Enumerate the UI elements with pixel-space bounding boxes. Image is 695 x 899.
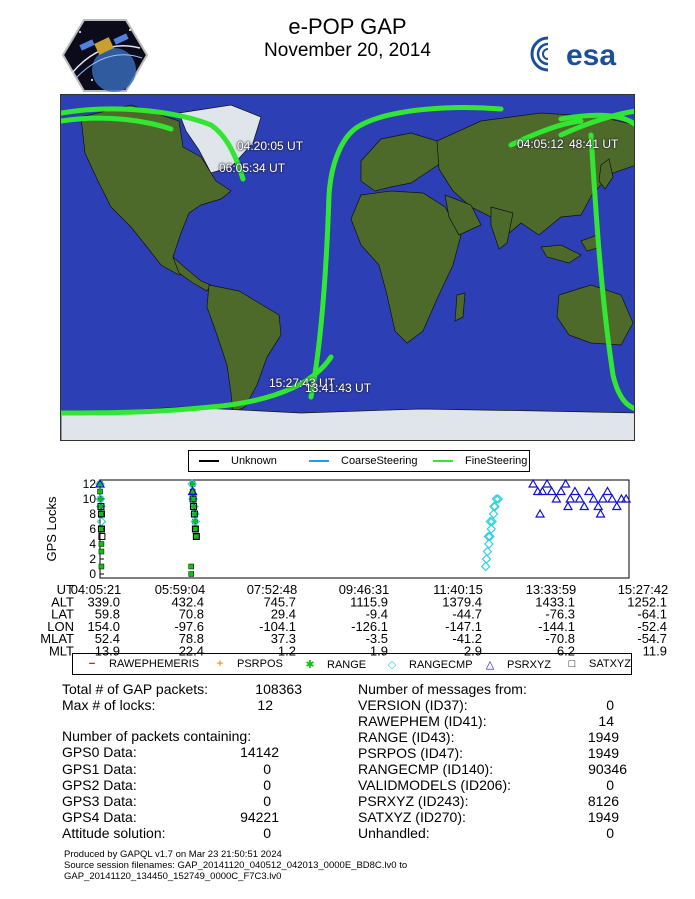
track-label-1: 04:20:05 UT [237,139,304,153]
msg-psrpos-value: 1949 [587,745,619,761]
legend-item-rangecmp: ◇ RANGECMP [385,658,473,671]
orbit-cell: -44.7 [452,606,482,622]
footer-source-files: Source session filenames: GAP_20141120_040512_042013_0000E_BD8C.lv0 to [64,860,408,871]
track-label-3: 04:05:12 [517,137,564,151]
msg-rangecmp-label: RANGECMP (ID140): [358,761,494,777]
chart-point-range [99,564,104,569]
chart-point-rangecmp [485,540,493,548]
track-label-2: 06:05:34 UT [219,161,286,175]
legend-item-unknown: Unknown [199,455,277,467]
orbit-cell: -9.4 [365,606,388,622]
legend-item-coarse: CoarseSteering [309,455,417,467]
attitude-label: Attitude solution: [62,825,166,841]
chart-point-psrxyz [564,503,572,510]
steering-mode-legend [188,450,530,472]
orbit-cell: 78.8 [178,631,204,647]
y-axis-label: GPS Locks [44,496,59,562]
msg-unhandled-value: 0 [606,825,614,841]
orbit-cell: -104.1 [259,618,296,634]
orbit-cell: -126.1 [351,618,388,634]
chart-point-range [98,489,103,494]
orbit-cell: -76.3 [545,606,575,622]
orbit-row-label: MLAT [40,631,74,647]
orbit-cell: -64.1 [637,606,667,622]
orbit-cell: 05:59:04 [154,582,206,597]
packets-containing-label: Number of packets containing: [62,728,252,744]
y-tick-label: 8 [89,507,96,521]
gps0-value: 14142 [240,744,279,760]
msg-version-label: VERSION (ID37): [358,697,468,713]
chart-point-psrxyz [590,495,598,502]
chart-point-psrxyz [599,495,607,502]
legend-item-psrxyz: △ PSRXYZ [483,658,551,671]
footer [64,849,407,882]
max-locks-label: Max # of locks: [62,697,156,713]
orbit-cell: 339.0 [87,594,120,610]
orbit-cell: -54.7 [637,631,667,647]
chart-point-rangecmp [483,555,491,563]
orbit-cell: 59.8 [94,606,120,622]
orbit-cell: -41.2 [452,631,482,647]
gps1-label: GPS1 Data: [62,761,137,777]
gps1-value: 0 [263,761,271,777]
chart-point-psrxyz [536,510,544,517]
chart-point-psrxyz [562,480,570,487]
chart-point-range [189,564,194,569]
gps3-value: 0 [263,793,271,809]
chart-point-psrxyz [597,510,605,517]
y-tick-label: 6 [89,522,96,536]
msg-unhandled-label: Unhandled: [358,825,430,841]
chart-point-psrxyz [594,503,602,510]
chart-point-range [193,527,198,532]
chart-point-psrxyz [580,503,588,510]
messages-from-label: Number of messages from: [358,681,527,697]
legend-item-range: ✱ RANGE [303,658,366,671]
orbit-cell: 1.2 [277,643,296,659]
orbit-cell: -144.1 [538,618,575,634]
orbit-cell: 07:52:48 [246,582,298,597]
chart-point-psrxyz [576,495,584,502]
chart-point-rangecmp [482,563,490,571]
msg-validmodels-label: VALIDMODELS (ID206): [358,777,512,793]
triangle-icon: △ [485,659,495,671]
orbit-cell: 13.9 [94,643,120,659]
chart-point-psrxyz [552,495,560,502]
msg-range-value: 1949 [587,729,619,745]
footer-produced-by: Produced by GAPQL v1.7 on Mar 23 21:50:51 2024 [64,849,282,860]
legend-item-satxyz: □ SATXYZ [565,658,631,670]
orbit-cell: 11.9 [642,643,667,659]
y-tick-label: 4 [89,537,96,551]
message-legend [72,653,632,675]
gps4-value: 94221 [240,809,279,825]
msg-psrxyz-value: 8126 [587,793,619,809]
orbit-cell: 15:27:42 [617,582,669,597]
orbit-cell: -3.5 [365,631,388,647]
orbit-cell: 432.4 [171,594,204,610]
orbit-cell: 154.0 [87,618,120,634]
orbit-cell: 52.4 [94,631,120,647]
total-packets-label: Total # of GAP packets: [62,681,209,697]
chart-point-range [193,534,198,539]
chart-point-psrxyz [529,480,537,487]
diamond-icon: ◇ [387,659,397,671]
track-label-6: 13:41:43 UT [305,381,372,395]
chart-point-range [189,572,194,577]
orbit-cell: 1115.9 [350,594,388,610]
orbit-cell: 1433.1 [535,594,575,610]
orbit-cell: 13:33:59 [525,582,577,597]
orbit-cell: 04:05:21 [70,582,122,597]
chart-point-psrxyz [543,480,551,487]
orbit-cell: -52.4 [637,618,667,634]
msg-satxyz-value: 1949 [587,809,619,825]
orbit-row-label: UT [56,582,74,597]
y-tick-label: 0 [89,567,96,581]
page-title: e-POP GAP [288,14,407,39]
gps2-label: GPS2 Data: [62,777,137,793]
orbit-cell: -147.1 [445,618,482,634]
msg-satxyz-label: SATXYZ (ID270): [358,809,466,825]
gps0-label: GPS0 Data: [62,744,137,760]
chart-point-rangecmp [484,548,492,556]
msg-version-value: 0 [606,697,614,713]
esa-logo-icon [528,34,632,74]
legend-item-psrpos: + PSRPOS [213,658,283,670]
chart-point-range [98,512,103,517]
orbit-row-label: ALT [51,594,74,610]
orbit-cell: 37.3 [270,631,296,647]
orbit-cell: 09:46:31 [338,582,390,597]
total-packets-value: 108363 [255,681,302,697]
chart-point-psrxyz [604,488,612,495]
orbit-cell: 2.9 [463,643,482,659]
orbit-cell: 1379.4 [442,594,482,610]
track-label-4: 48:41 UT [569,137,619,151]
orbit-cell: 1.9 [369,643,388,659]
chart-point-rangecmp [97,518,105,526]
chart-point-psrxyz [557,488,565,495]
asterisk-icon: ✱ [305,659,315,671]
square-icon: □ [568,658,576,670]
orbit-cell: 745.7 [263,594,296,610]
orbit-cell: 29.4 [270,606,296,622]
gps4-label: GPS4 Data: [62,809,137,825]
chart-point-rangecmp [490,510,498,518]
chart-point-range [99,549,104,554]
orbit-row-label: LAT [51,606,74,622]
legend-item-rawephemeris: − RAWEPHEMERIS [85,658,199,670]
msg-psrxyz-label: PSRXYZ (ID243): [358,793,469,809]
chart-point-psrxyz [548,488,556,495]
msg-rawephem-label: RAWEPHEM (ID41): [358,713,487,729]
orbit-row-label: MLT [48,643,74,659]
chart-point-psrxyz [613,503,621,510]
gps-locks-chart [0,478,695,586]
legend-line-icon [309,460,329,462]
orbit-cell: 22.4 [178,643,204,659]
orbit-cell: 70.8 [178,606,204,622]
page-date: November 20, 2014 [264,40,431,61]
y-tick-label: 12 [82,478,96,491]
orbit-cell: -97.6 [174,618,204,634]
legend-line-icon [199,460,219,462]
chart-point-psrxyz [566,495,574,502]
gps2-value: 0 [263,777,271,793]
orbit-cell: 6.2 [556,643,575,659]
gps3-label: GPS3 Data: [62,793,137,809]
footer-source-files-2: GAP_20141120_134450_152749_0000C_F7C3.lv0 [64,871,282,882]
orbit-cell: 11:40:15 [433,582,483,597]
chart-point-psrxyz [585,488,593,495]
chart-point-range [98,527,103,532]
track-label-5: 15:27:43 UT [269,376,336,390]
chart-point-psrxyz [571,488,579,495]
attitude-value: 0 [263,825,271,841]
msg-psrpos-label: PSRPOS (ID47): [358,745,464,761]
msg-rawephem-value: 14 [598,713,614,729]
orbit-cell: -70.8 [545,631,575,647]
msg-validmodels-value: 0 [606,777,614,793]
y-tick-label: 2 [89,552,96,566]
y-tick-label: 10 [82,492,96,506]
orbit-cell: 1252.1 [627,594,667,610]
epop-cassiope-logo-icon [62,18,148,93]
ground-track-map [60,94,635,441]
max-locks-value: 12 [257,697,273,713]
dash-icon: − [88,658,96,670]
legend-item-fine: FineSteering [433,455,527,467]
legend-line-icon [433,460,453,462]
chart-point-psrxyz [608,495,616,502]
chart-point-range [99,542,104,547]
plus-icon: + [216,658,224,670]
msg-rangecmp-value: 90346 [588,761,627,777]
orbit-row-label: LON [47,618,74,634]
esa-logo-text: esa [566,39,617,72]
msg-range-label: RANGE (ID43): [358,729,455,745]
